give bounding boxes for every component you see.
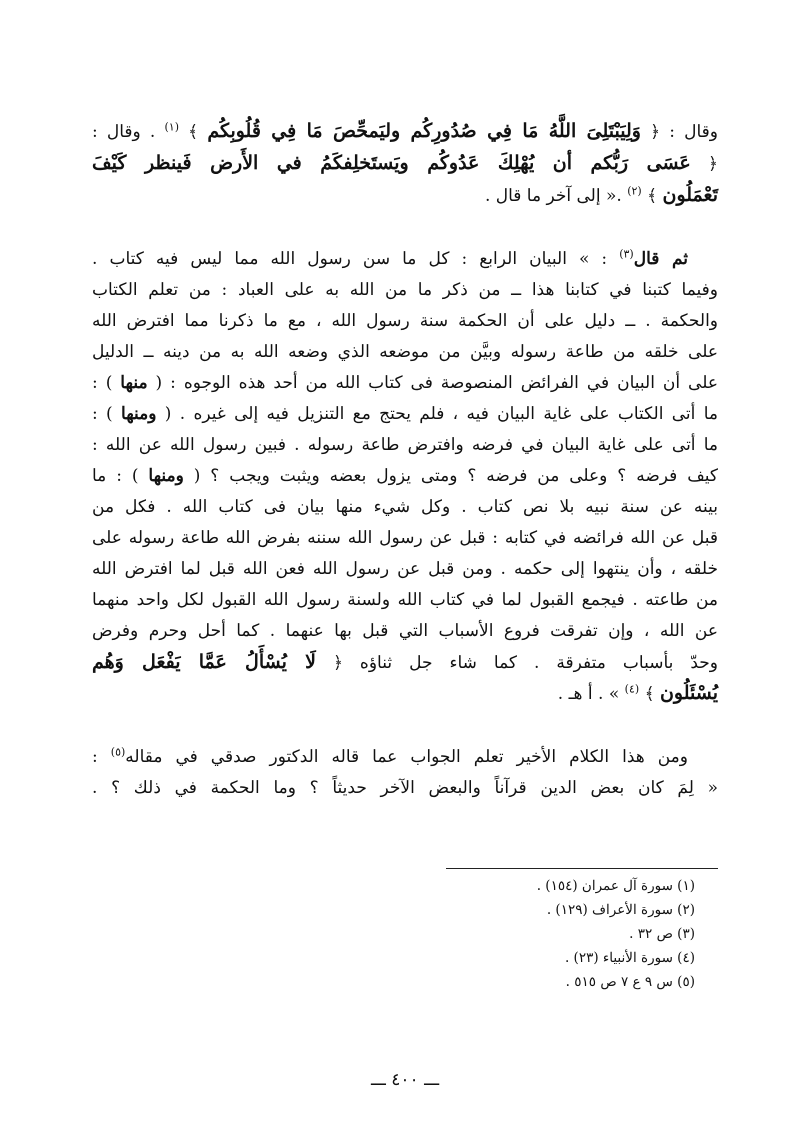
- quran-verse: يُسْئَلُون: [659, 682, 718, 704]
- footnote-4: (٤) سورة الأنبياء (٢٣) .: [564, 950, 695, 966]
- paragraph1-line2: [92, 148, 718, 178]
- text-segment: وقال : ﴿: [640, 122, 718, 142]
- paragraph1-line1: [92, 116, 718, 146]
- text-segment: ﴿: [690, 154, 718, 174]
- text-segment: ﴾: [641, 186, 663, 206]
- text-segment: :: [92, 747, 111, 767]
- text-segment: . وقال :: [92, 122, 165, 142]
- paragraph3-line2: « لِمَ كان بعض الدين قرآناً والبعض الآخر حديثاً ؟ وما الحكمة في ذلك ؟ .: [92, 778, 718, 798]
- text-segment: ) : ما: [92, 466, 149, 486]
- text-segment: ثم قال: [633, 249, 688, 269]
- text-segment: : » البيان الرابع : كل ما سن رسول الله مما ليس فيه كتاب .: [92, 249, 620, 269]
- paragraph1-line3: [92, 180, 718, 210]
- footnote-ref: (٢): [627, 184, 642, 198]
- footnote-5: (٥) س ٩ ع ٧ ص ٥١٥ .: [565, 974, 695, 990]
- text-segment: ) :: [92, 404, 122, 424]
- paragraph2-line9: بينه عن سنة نبيه بلا نص كتاب . وكل شيء منها بيان فى كتاب الله . فكل من: [92, 497, 718, 517]
- paragraph3-line1: [92, 742, 688, 772]
- footnote-ref: (٤): [624, 682, 640, 696]
- text-segment: ﴾: [639, 684, 660, 704]
- page-number: ـــ ٤٠٠ ـــ: [370, 1070, 440, 1090]
- text-segment: ) :: [92, 373, 121, 393]
- text-segment: منها: [120, 373, 148, 393]
- footnote-ref: (١): [164, 120, 180, 134]
- text-segment: وحدّ بأسباب متفرقة . كما شاء جل ثناؤه ﴿: [315, 653, 719, 673]
- paragraph2-line2: وفيما كتبنا في كتابنا هذا ــ من ذكر ما من الله به على العباد : من تعلم الكتاب: [92, 280, 718, 300]
- paragraph2-line13: عن الله ، وإن تفرقت فروع الأسباب التي قبل بها عنهما . كما أحل وحرم وفرض: [92, 621, 718, 641]
- paragraph2-line15: [92, 678, 718, 708]
- quran-verse: وَلِيَبْتَلِىَ اللَّهُ مَا فِي صُدُورِكُم وليَمحِّصَ مَا فِي قُلُوبِكُم: [207, 120, 641, 142]
- text-segment: ومن هذا الكلام الأخير تعلم الجواب عما قاله الدكتور صدقي في مقاله: [125, 747, 689, 767]
- paragraph2-line5: [92, 368, 718, 398]
- paragraph2-line8: [92, 461, 718, 491]
- footnote-ref: (٣): [619, 247, 634, 261]
- paragraph2-line12: من طاعته . فيجمع القبول لما في كتاب الله ولسنة رسول الله القبول لكل واحد منهما: [92, 590, 718, 610]
- text-segment: ﴾: [179, 122, 208, 142]
- text-segment: ما أتى الكتاب على غاية البيان فيه ، فلم يحتج مع التنزيل فيه إلى غيره . (: [156, 404, 718, 424]
- paragraph2-line4: على خلقه من طاعة رسوله وبيَّن من موضعه الذي وضعه الله به من دينه ــ الدليل: [92, 342, 718, 362]
- quran-verse: عَسَى رَبُّكم أن يُهْلِكَ عَدُوكُم ويَستَخلِفكَمُ في الأَرض فَينظر كَيْفَ: [92, 152, 691, 174]
- footnote-2: (٢) سورة الأعراف (١٢٩) .: [546, 902, 695, 918]
- text-segment: .« إلى آخر ما قال .: [484, 186, 628, 206]
- quran-verse: تَعْمَلُون: [662, 184, 718, 206]
- text-segment: ومنها: [121, 404, 157, 424]
- footnote-separator: [446, 868, 718, 869]
- text-segment: ومنها: [148, 466, 184, 486]
- footnote-1: (١) سورة آل عمران (١٥٤) .: [536, 878, 695, 894]
- footnote-ref: (٥): [110, 745, 126, 759]
- paragraph2-line7: ما أتى على غاية البيان في فرضه وافترض طاعة رسوله . فبين رسول الله عن الله :: [92, 435, 718, 455]
- paragraph2-line11: خلقه ، وأن ينتهوا إلى حكمه . ومن قبل عن رسول الله فعن الله قبل لما افترض الله: [92, 559, 718, 579]
- text-segment: كيف فرضه ؟ وعلى من فرضه ؟ ومتى يزول بعضه ويثبت ويجب ؟ (: [183, 466, 719, 486]
- paragraph2-line6: [92, 399, 718, 429]
- footnote-3: (٣) ص ٣٢ .: [629, 926, 695, 942]
- paragraph2-line3: والحكمة . ــ دليل على أن الحكمة سنة رسول الله ، مع ما ذكرنا مما افترض الله: [92, 311, 718, 331]
- paragraph2-line1: [92, 244, 688, 274]
- quran-verse: لَا يُسْأَلُ عَمَّا يَفْعَل وَهُم: [92, 651, 316, 673]
- paragraph2-line14: [92, 647, 718, 677]
- paragraph2-line10: قبل عن الله فرائضه في كتابه : قبل عن رسول الله سننه بفرض الله طاعة رسوله على: [92, 528, 718, 548]
- text-segment: » . أ هـ .: [557, 684, 625, 704]
- text-segment: على أن البيان في الفرائض المنصوصة فى كتاب الله من أحد هذه الوجوه : (: [147, 373, 718, 393]
